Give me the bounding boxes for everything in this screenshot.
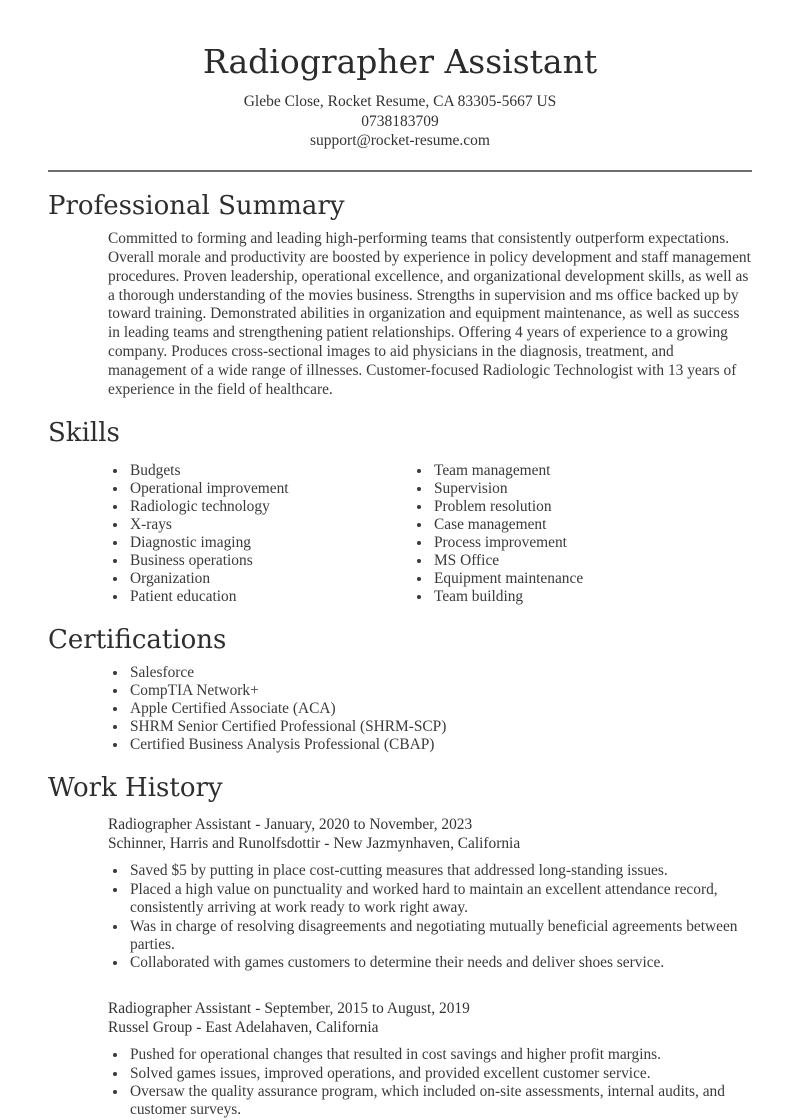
- professional-summary-heading: Professional Summary: [48, 190, 345, 221]
- job-bullet: • Collaborated with games customers to determine their needs and deliver shoes service.: [128, 954, 752, 972]
- skill-item: • Process improvement: [432, 534, 752, 552]
- skill-item: • Business operations: [128, 552, 400, 570]
- job-dates: January, 2020 to November, 2023: [264, 815, 473, 833]
- certification-item: • CompTIA Network+: [128, 682, 752, 700]
- skill-item: • Budgets: [128, 462, 400, 480]
- certification-item: • SHRM Senior Certified Professional (SHRM-SCP): [128, 718, 752, 736]
- certification-item: • Certified Business Analysis Professional (CBAP): [128, 736, 752, 754]
- job-location: East Adelahaven, California: [205, 1018, 379, 1036]
- job-bullet: • Saved $5 by putting in place cost-cutting measures that addressed long-standing issues.: [128, 862, 752, 880]
- skills-list-left: [48, 462, 400, 606]
- job-location: New Jazmynhaven, California: [333, 835, 521, 853]
- job-company-separator: -: [324, 835, 330, 853]
- certifications-heading: Certifications: [48, 624, 227, 655]
- work-history-heading: Work History: [48, 773, 223, 804]
- job-header: [108, 815, 752, 853]
- job-dates: September, 2015 to August, 2019: [264, 999, 470, 1017]
- job-bullet: • Oversaw the quality assurance program, which included on-site assessments, internal audits, and customer surveys.: [128, 1083, 752, 1120]
- job-bullet-list: [48, 862, 752, 972]
- skill-item: • Diagnostic imaging: [128, 534, 400, 552]
- job-header: [108, 999, 752, 1037]
- skills-heading: Skills: [48, 418, 120, 449]
- job-entry: [48, 815, 752, 973]
- contact-email: support@rocket-resume.com: [310, 132, 490, 150]
- certification-item: • Salesforce: [128, 664, 752, 682]
- job-bullet: • Solved games issues, improved operations, and provided excellent customer service.: [128, 1065, 752, 1083]
- job-company: Schinner, Harris and Runolfsdottir: [108, 835, 321, 853]
- skills-column-left: [48, 458, 400, 606]
- skill-item: • Team building: [432, 588, 752, 606]
- header-divider: [48, 170, 752, 172]
- job-title: Radiographer Assistant: [108, 999, 252, 1017]
- job-company: Russel Group: [108, 1018, 193, 1036]
- job-company-separator: -: [196, 1018, 202, 1036]
- job-bullet: • Pushed for operational changes that resulted in cost savings and higher profit margins.: [128, 1046, 752, 1064]
- job-bullet: • Was in charge of resolving disagreements and negotiating mutually beneficial agreements between parties.: [128, 918, 752, 955]
- section-skills: [48, 417, 752, 606]
- section-certifications: [48, 624, 752, 755]
- skill-item: • Patient education: [128, 588, 400, 606]
- contact-phone: 0738183709: [361, 112, 439, 130]
- job-company-line: [108, 834, 752, 853]
- skill-item: • MS Office: [432, 552, 752, 570]
- job-title: Radiographer Assistant: [108, 815, 252, 833]
- skill-item: • X-rays: [128, 516, 400, 534]
- job-title-separator: -: [255, 815, 261, 833]
- job-bullet-list: [48, 1046, 752, 1120]
- skill-item: • Case management: [432, 516, 752, 534]
- professional-summary-text: Committed to forming and leading high-performing teams that consistently outperform expectations. Overall morale and productivity are boosted by experience in policy development and staff management procedures. Proven leadership, operational excellence, and organizational development skills, as well as a thorough understanding of the movies business. Strengths in supervision and ms office backed up by toward training. Demonstrated abilities in organization and equipment maintenance, as well as success in leading teams and strengthening patient relationships. Offering 4 years of experience to a growing company. Produces cross-sectional images to aid physicians in the diagnosis, treatment, and management of a wide range of illnesses. Customer-focused Radiologic Technologist with 13 years of experience in the field of healthcare.: [108, 230, 751, 398]
- skill-item: • Team management: [432, 462, 752, 480]
- skill-item: • Organization: [128, 570, 400, 588]
- resume-header: [48, 42, 752, 151]
- skills-column-right: [400, 458, 752, 606]
- section-work-history: [48, 772, 752, 1119]
- page-title: Radiographer Assistant: [202, 42, 598, 81]
- certifications-list: [48, 664, 752, 754]
- contact-block: [48, 92, 752, 151]
- contact-address: Glebe Close, Rocket Resume, CA 83305-5667 US: [243, 93, 557, 111]
- skills-columns: [48, 458, 752, 606]
- job-title-line: [108, 815, 752, 834]
- skills-list-right: [400, 462, 752, 606]
- skill-item: • Problem resolution: [432, 498, 752, 516]
- job-entry: [48, 999, 752, 1120]
- certification-item: • Apple Certified Associate (ACA): [128, 700, 752, 718]
- section-professional-summary: [48, 190, 752, 400]
- skill-item: • Operational improvement: [128, 480, 400, 498]
- job-title-separator: -: [255, 999, 261, 1017]
- job-company-line: [108, 1018, 752, 1037]
- job-bullet: • Placed a high value on punctuality and worked hard to maintain an excellent attendance record, consistently arriving at work ready to work right away.: [128, 881, 752, 918]
- skill-item: • Equipment maintenance: [432, 570, 752, 588]
- skill-item: • Radiologic technology: [128, 498, 400, 516]
- job-title-line: [108, 999, 752, 1018]
- skill-item: • Supervision: [432, 480, 752, 498]
